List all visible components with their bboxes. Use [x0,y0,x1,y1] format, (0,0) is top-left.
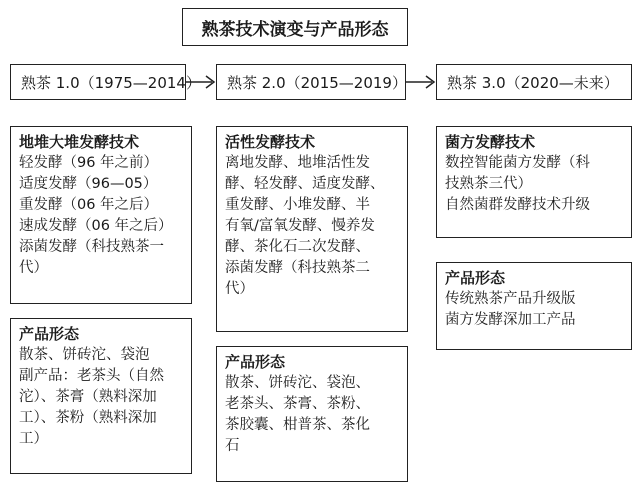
tech-line: 自然菌群发酵技术升级 [445,197,590,213]
product-line: 菌方发酵深加工产品 [445,312,576,328]
tech-line: 代） [19,260,48,276]
product-panel-2 [216,346,408,482]
stage-3-label: 熟茶 3.0（2020—未来） [447,73,619,92]
product-line: 沱）、茶膏（熟料深加 [19,389,157,405]
tech-panel-1 [10,126,192,304]
arrow-right-icon [184,72,220,92]
tech-line: 有氧/富氧发酵、慢养发 [225,218,375,234]
tech-heading: 菌方发酵技术 [445,133,536,151]
tech-line: 酵、轻发酵、适度发酵、 [225,176,385,192]
tech-line: 数控智能菌方发酵（科 [445,155,590,171]
tech-line: 酵、茶化石二次发酵、 [225,239,370,255]
tech-line: 添菌发酵（科技熟茶一 [19,239,164,255]
stage-2-box [216,64,406,100]
tech-line: 代） [225,281,254,297]
product-heading: 产品形态 [445,269,506,287]
product-heading: 产品形态 [225,353,286,371]
tech-line: 速成发酵（06 年之后） [19,218,173,234]
arrow-right-icon [404,72,440,92]
tech-panel-3 [436,126,632,238]
product-line: 老茶头、茶膏、茶粉、 [225,396,370,412]
tech-panel-2 [216,126,408,332]
tech-line: 适度发酵（96—05） [19,176,158,192]
tech-line: 重发酵、小堆发酵、半 [225,197,370,213]
tech-heading: 活性发酵技术 [225,133,316,151]
product-heading: 产品形态 [19,325,80,343]
product-line: 传统熟茶产品升级版 [445,291,576,307]
stage-1-label: 熟茶 1.0（1975—2014） [21,73,201,92]
product-line: 散茶、饼砖沱、袋泡、 [225,375,370,391]
product-line: 工）、茶粉（熟料深加 [19,410,157,426]
product-line: 副产品：老茶头（自然 [19,368,164,384]
product-line: 散茶、饼砖沱、袋泡 [19,347,150,363]
tech-line: 轻发酵（96 年之前） [19,155,159,171]
stage-1-box [10,64,201,100]
tech-line: 技熟茶三代） [445,176,532,192]
stage-3-box [436,64,632,100]
product-line: 茶胶囊、柑普茶、茶化 [225,417,370,433]
product-panel-3 [436,262,632,350]
tech-line: 添菌发酵（科技熟茶二 [225,260,370,276]
product-line: 石 [225,438,240,454]
product-line: 工） [19,431,48,447]
tech-line: 离地发酵、地堆活性发 [225,155,370,171]
product-panel-1 [10,318,192,474]
diagram-title: 熟茶技术演变与产品形态 [182,8,408,46]
tech-line: 重发酵（06 年之后） [19,197,159,213]
tech-heading: 地堆大堆发酵技术 [19,133,140,151]
stage-2-label: 熟茶 2.0（2015—2019） [227,73,407,92]
